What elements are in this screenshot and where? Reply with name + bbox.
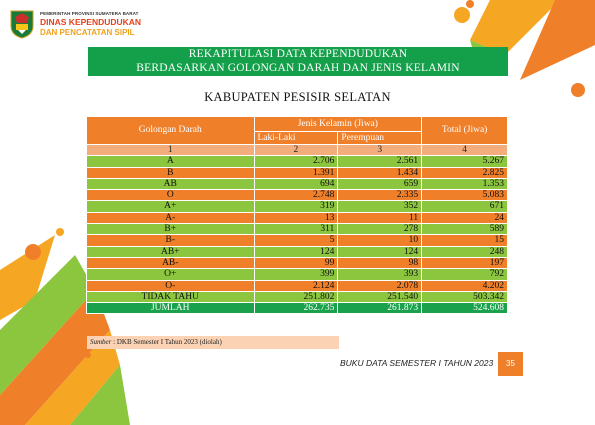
- cell-group: A: [87, 156, 255, 167]
- cell-total: 5.267: [422, 156, 508, 167]
- page-number: 35: [498, 352, 523, 376]
- cell-total: 15: [422, 235, 508, 246]
- source-text: : DKB Semester I Tahun 2023 (diolah): [113, 338, 222, 346]
- cell-group: B-: [87, 235, 255, 246]
- cell-group: AB+: [87, 246, 255, 257]
- cell-female: 278: [338, 224, 422, 235]
- cell-female: 2.078: [338, 280, 422, 291]
- org-name: DINAS KEPENDUDUKAN: [40, 17, 142, 27]
- title-banner: [88, 47, 508, 76]
- table-row: [87, 224, 508, 235]
- cell-total: 589: [422, 224, 508, 235]
- cell-group: O: [87, 190, 255, 201]
- cell-male: 694: [254, 178, 338, 189]
- cell-male: 5: [254, 235, 338, 246]
- cell-male: 311: [254, 224, 338, 235]
- cell-female: 124: [338, 246, 422, 257]
- cell-total: 2.825: [422, 167, 508, 178]
- col-number: 4: [422, 145, 508, 156]
- org-parent-name: PEMERINTAH PROVINSI SUMATERA BARAT: [40, 11, 139, 16]
- col-number: 3: [338, 145, 422, 156]
- col-number: 1: [87, 145, 255, 156]
- cell-female: 2.561: [338, 156, 422, 167]
- table-row: [87, 235, 508, 246]
- cell-grand-total: 524.608: [422, 303, 508, 314]
- table-row: [87, 291, 508, 302]
- col-header-gender: Jenis Kelamin (Jiwa): [254, 117, 422, 132]
- col-number: 2: [254, 145, 338, 156]
- cell-group: B: [87, 167, 255, 178]
- cell-group: O-: [87, 280, 255, 291]
- col-header-total: Total (Jiwa): [422, 117, 508, 145]
- col-header-female: Perempuan: [338, 131, 422, 144]
- col-header-blood-group: Golongan Darah: [87, 117, 255, 145]
- cell-group: O+: [87, 269, 255, 280]
- region-title: KABUPATEN PESISIR SELATAN: [204, 90, 391, 104]
- table-row: [87, 257, 508, 268]
- table-row: [87, 156, 508, 167]
- cell-total: 197: [422, 257, 508, 268]
- cell-group: A+: [87, 201, 255, 212]
- table-row: [87, 167, 508, 178]
- table-row: [87, 201, 508, 212]
- cell-total: 671: [422, 201, 508, 212]
- table-row: [87, 190, 508, 201]
- cell-female: 2.335: [338, 190, 422, 201]
- table-row: [87, 269, 508, 280]
- cell-male: 2.748: [254, 190, 338, 201]
- cell-group: TIDAK TAHU: [87, 291, 255, 302]
- cell-female: 11: [338, 212, 422, 223]
- cell-total: 5.083: [422, 190, 508, 201]
- source-note: [87, 336, 339, 349]
- cell-total-female: 261.873: [338, 303, 422, 314]
- cell-total-male: 262.735: [254, 303, 338, 314]
- cell-total: 248: [422, 246, 508, 257]
- cell-female: 352: [338, 201, 422, 212]
- org-subname: DAN PENCATATAN SIPIL: [40, 28, 135, 37]
- cell-group: AB: [87, 178, 255, 189]
- title-line-2: BERDASARKAN GOLONGAN DARAH DAN JENIS KELAMIN: [136, 61, 460, 74]
- cell-female: 98: [338, 257, 422, 268]
- province-logo: [9, 9, 35, 39]
- source-label: Sumber: [90, 338, 112, 346]
- table-row: [87, 246, 508, 257]
- table-row: [87, 178, 508, 189]
- table-row: [87, 212, 508, 223]
- cell-female: 659: [338, 178, 422, 189]
- cell-female: 10: [338, 235, 422, 246]
- cell-female: 393: [338, 269, 422, 280]
- cell-male: 319: [254, 201, 338, 212]
- cell-total: 24: [422, 212, 508, 223]
- cell-group: AB-: [87, 257, 255, 268]
- book-title: BUKU DATA SEMESTER I TAHUN 2023: [340, 358, 494, 368]
- table-row: [87, 280, 508, 291]
- cell-total: 503.342: [422, 291, 508, 302]
- cell-male: 251.802: [254, 291, 338, 302]
- col-header-male: Laki-Laki: [254, 131, 338, 144]
- cell-total: 4.202: [422, 280, 508, 291]
- cell-total: 792: [422, 269, 508, 280]
- cell-male: 124: [254, 246, 338, 257]
- cell-group: B+: [87, 224, 255, 235]
- cell-total-label: JUMLAH: [87, 303, 255, 314]
- cell-male: 2.706: [254, 156, 338, 167]
- cell-female: 251.540: [338, 291, 422, 302]
- cell-male: 13: [254, 212, 338, 223]
- cell-male: 2.124: [254, 280, 338, 291]
- cell-total: 1.353: [422, 178, 508, 189]
- cell-group: A-: [87, 212, 255, 223]
- title-line-1: REKAPITULASI DATA KEPENDUDUKAN: [188, 48, 408, 60]
- table-total-row: [87, 303, 508, 314]
- cell-male: 99: [254, 257, 338, 268]
- cell-male: 1.391: [254, 167, 338, 178]
- blood-type-table: [86, 116, 508, 314]
- cell-male: 399: [254, 269, 338, 280]
- cell-female: 1.434: [338, 167, 422, 178]
